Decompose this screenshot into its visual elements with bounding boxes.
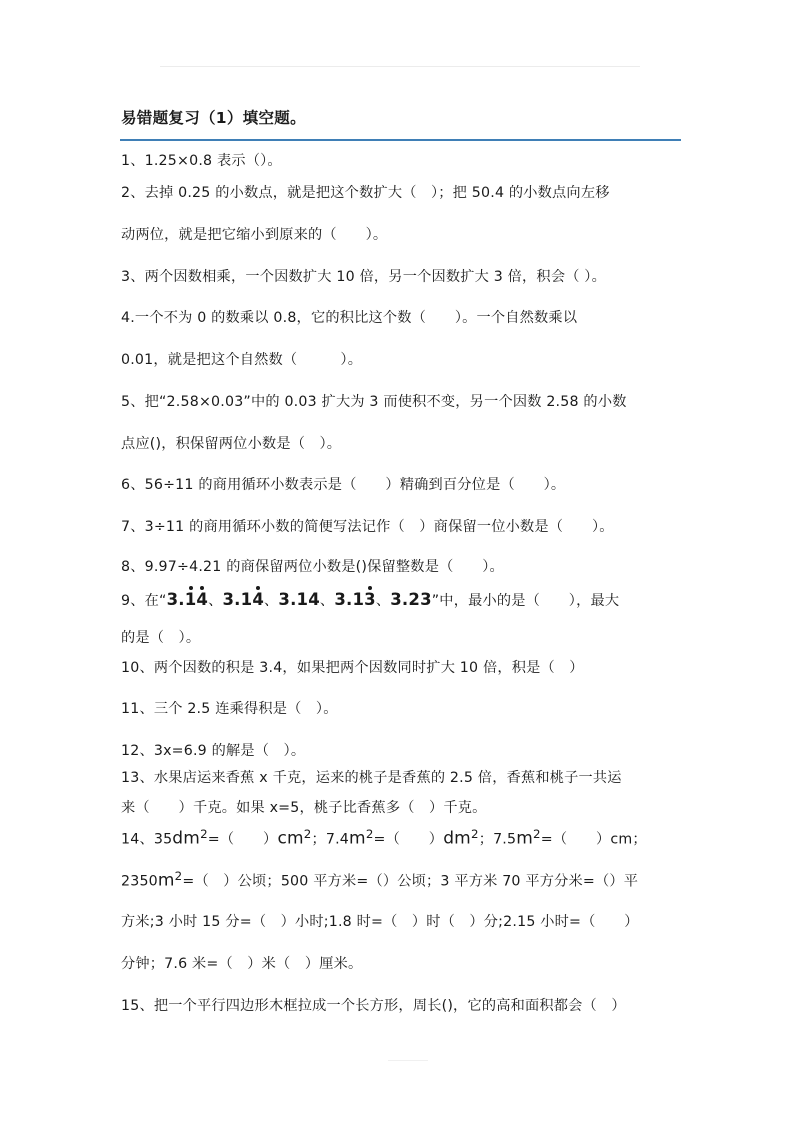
q14-text-3: ；7.4 xyxy=(311,831,350,848)
question-8: 8、9.97÷4.21 的商保留两位小数是()保留整数是（ ）。 xyxy=(121,559,504,575)
q14-b-exp: 2 xyxy=(174,869,183,883)
question-14-line-2 xyxy=(121,869,638,891)
question-15: 15、把一个平行四边形木框拉成一个长方形，周长()，它的高和面积都会（ ） xyxy=(121,998,626,1014)
question-11: 11、三个 2.5 连乘得积是（ ）。 xyxy=(121,701,338,717)
question-10: 10、两个因数的积是 3.4，如果把两个因数同时扩大 10 倍，积是（ ） xyxy=(121,660,584,676)
q9-n4-int: 3.1 xyxy=(334,590,365,609)
q9-prefix: 9、在“ xyxy=(121,593,167,609)
q14-unit-dm-2: dm xyxy=(443,828,471,849)
title-underline xyxy=(120,139,681,141)
q9-number-3: 3.14 xyxy=(278,590,320,609)
question-9-line-2: 的是（ ）。 xyxy=(121,630,201,646)
q9-number-4 xyxy=(334,590,376,609)
question-2-line-2: 动两位，就是把它缩小到原来的（ ）。 xyxy=(121,227,388,243)
q9-number-1 xyxy=(167,590,209,609)
q14-b-text-2: =（ ）公顷；500 平方米=（）公顷；3 平方米 70 平方分米=（）平 xyxy=(182,873,639,890)
q9-n2-dotted: 4 xyxy=(252,590,265,609)
q14-text-2: =（ ） xyxy=(207,831,278,848)
q14-text-1: 14、35 xyxy=(121,831,173,848)
q9-n1-dotted-1: 1 xyxy=(184,590,197,609)
q9-number-2 xyxy=(222,590,264,609)
question-4-line-1: 4.一个不为 0 的数乘以 0.8，它的积比这个数（ ）。一个自然数乘以 xyxy=(121,310,578,326)
q9-n1-int: 3. xyxy=(166,590,185,609)
question-12: 12、3x=6.9 的解是（ ）。 xyxy=(121,743,306,759)
question-14-line-4: 分钟；7.6 米=（ ）米（ ）厘米。 xyxy=(121,956,363,972)
q9-n2-int: 3.1 xyxy=(222,590,253,609)
q14-text-4: =（ ） xyxy=(373,831,444,848)
q9-number-5: 3.23 xyxy=(390,590,432,609)
q9-sep-2: 、 xyxy=(264,593,279,609)
question-5-line-2: 点应()，积保留两位小数是（ ）。 xyxy=(121,436,342,452)
q14-text-6: =（ ）cm； xyxy=(540,831,647,848)
question-7: 7、3÷11 的商用循环小数的简便写法记作（ ）商保留一位小数是（ ）。 xyxy=(121,519,614,535)
q14-unit-dm: dm xyxy=(172,828,201,849)
question-9-line-1 xyxy=(121,590,619,610)
page-title: 易错题复习（1）填空题。 xyxy=(121,109,306,127)
q9-n1-dotted-2: 4 xyxy=(196,590,209,609)
q14-exp-4: 2 xyxy=(470,827,479,841)
q14-exp-1: 2 xyxy=(200,827,208,841)
q14-b-text-1: 2350 xyxy=(121,873,158,890)
question-6: 6、56÷11 的商用循环小数表示是（ ）精确到百分位是（ ）。 xyxy=(121,477,566,493)
q14-unit-m: m xyxy=(349,828,366,849)
bottom-divider xyxy=(388,1060,428,1061)
q9-suffix: ”中，最小的是（ ），最大 xyxy=(431,593,620,609)
question-5-line-1: 5、把“2.58×0.03”中的 0.03 扩大为 3 而使积不变，另一个因数 2.58 的小数 xyxy=(121,394,627,410)
question-13-line-1: 13、水果店运来香蕉 x 千克，运来的桃子是香蕉的 2.5 倍，香蕉和桃子一共运 xyxy=(121,770,622,786)
question-2-line-1: 2、去掉 0.25 的小数点，就是把这个数扩大（ ）；把 50.4 的小数点向左移 xyxy=(121,185,610,201)
q9-sep-1: 、 xyxy=(208,593,223,609)
q14-unit-m-2: m xyxy=(516,828,534,849)
question-3: 3、两个因数相乘，一个因数扩大 10 倍，另一个因数扩大 3 倍，积会（ ）。 xyxy=(121,269,606,285)
question-13-line-2: 来（ ）千克。如果 x=5，桃子比香蕉多（ ）千克。 xyxy=(121,800,487,816)
q14-unit-cm: cm xyxy=(277,828,304,849)
question-14-line-3: 方米;3 小时 15 分=（ ）小时;1.8 时=（ ）时（ ）分;2.15 小时=（ ） xyxy=(121,914,639,930)
q14-b-unit: m xyxy=(157,870,175,891)
q14-text-5: ；7.5 xyxy=(478,831,517,848)
top-divider xyxy=(160,66,640,67)
question-1: 1、1.25×0.8 表示（）。 xyxy=(121,153,282,169)
q14-exp-2: 2 xyxy=(303,827,312,841)
q9-sep-3: 、 xyxy=(319,593,335,609)
q9-sep-4: 、 xyxy=(375,593,391,609)
q9-n4-dotted: 3 xyxy=(364,590,376,609)
question-14-line-1 xyxy=(121,827,647,849)
q14-exp-5: 2 xyxy=(533,827,541,841)
question-4-line-2: 0.01，就是把这个自然数（ ）。 xyxy=(121,352,363,368)
q14-exp-3: 2 xyxy=(365,827,374,841)
